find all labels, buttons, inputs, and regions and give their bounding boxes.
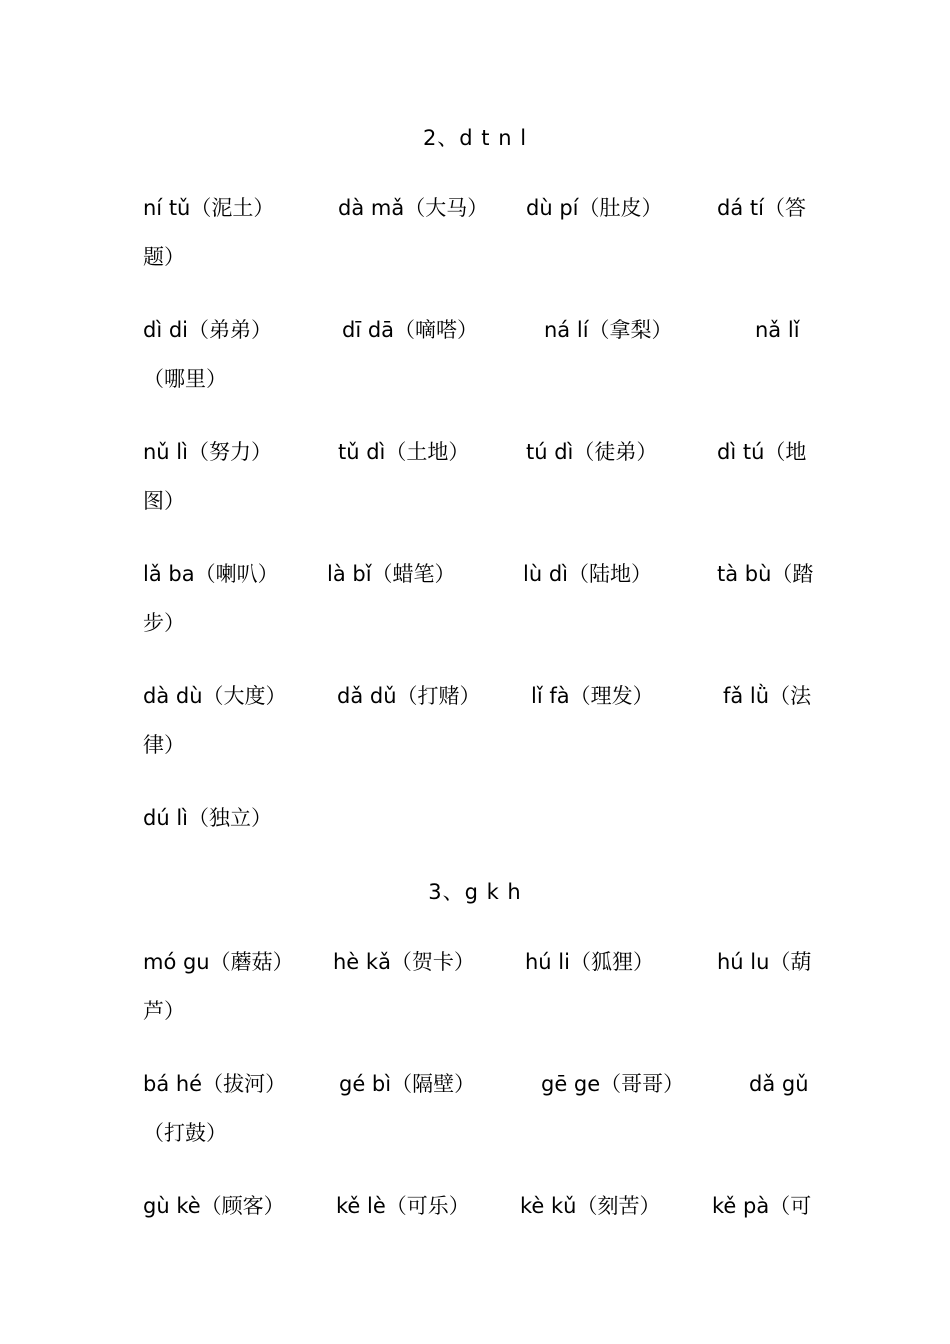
word-item: tú dì（徒弟）	[526, 440, 658, 464]
word-item: nǎ lǐ	[755, 318, 800, 342]
word-item: hú li（狐狸）	[525, 950, 654, 974]
word-item: dà mǎ（大马）	[338, 196, 489, 220]
word-item: gé bì（隔壁）	[339, 1072, 476, 1096]
word-item: tǔ dì（土地）	[338, 440, 470, 464]
wrapped-text: 步）	[143, 611, 185, 635]
wrapped-text: （打鼓）	[143, 1121, 227, 1145]
word-item: dì di（弟弟）	[143, 318, 273, 342]
word-row	[143, 947, 812, 977]
word-item: fǎ lǜ（法	[723, 684, 812, 708]
wrapped-text: 题）	[143, 245, 185, 269]
wrapped-text: 律）	[143, 733, 185, 757]
section-heading-gkh: 3、g k h	[428, 880, 522, 904]
word-item: dǎ dǔ（打赌）	[337, 684, 481, 708]
word-item: gù kè（顾客）	[143, 1194, 285, 1218]
word-item: lǎ ba（喇叭）	[143, 562, 279, 586]
word-item: dù pí（肚皮）	[526, 196, 663, 220]
word-item: lǐ fà（理发）	[531, 684, 654, 708]
word-item: kě lè（可乐）	[336, 1194, 470, 1218]
word-item: kě pà（可	[712, 1194, 812, 1218]
wrapped-text: 图）	[143, 489, 185, 513]
word-item: dǎ gǔ	[749, 1072, 809, 1096]
word-item: gē ge（哥哥）	[541, 1072, 685, 1096]
wrapped-text: （哪里）	[143, 367, 227, 391]
word-item: dī dā（嘀嗒）	[342, 318, 479, 342]
word-item: kè kǔ（刻苦）	[520, 1194, 661, 1218]
word-item: hè kǎ（贺卡）	[333, 950, 475, 974]
word-item: bá hé（拔河）	[143, 1072, 287, 1096]
word-row	[143, 559, 814, 589]
word-item: lù dì（陆地）	[523, 562, 652, 586]
word-row	[143, 1069, 808, 1099]
word-row	[143, 1191, 812, 1221]
word-row	[143, 803, 808, 833]
word-item: dì tú（地	[717, 440, 807, 464]
word-item: ná lí（拿梨）	[544, 318, 673, 342]
word-item: dú lì（独立）	[143, 806, 272, 830]
word-item: hú lu（葫	[717, 950, 812, 974]
word-item: tà bù（踏	[717, 562, 814, 586]
word-item: mó gu（蘑菇）	[143, 950, 294, 974]
word-row	[143, 315, 808, 345]
word-item: là bǐ（蜡笔）	[327, 562, 456, 586]
word-item: nǔ lì（努力）	[143, 440, 272, 464]
word-item: dà dù（大度）	[143, 684, 287, 708]
word-item: ní tǔ（泥土）	[143, 196, 275, 220]
section-heading-dtnl: 2、d t n l	[422, 126, 528, 150]
word-row	[143, 193, 808, 223]
wrapped-text: 芦）	[143, 999, 185, 1023]
word-row	[143, 681, 812, 711]
word-item: dá tí（答	[717, 196, 806, 220]
word-row	[143, 437, 808, 467]
